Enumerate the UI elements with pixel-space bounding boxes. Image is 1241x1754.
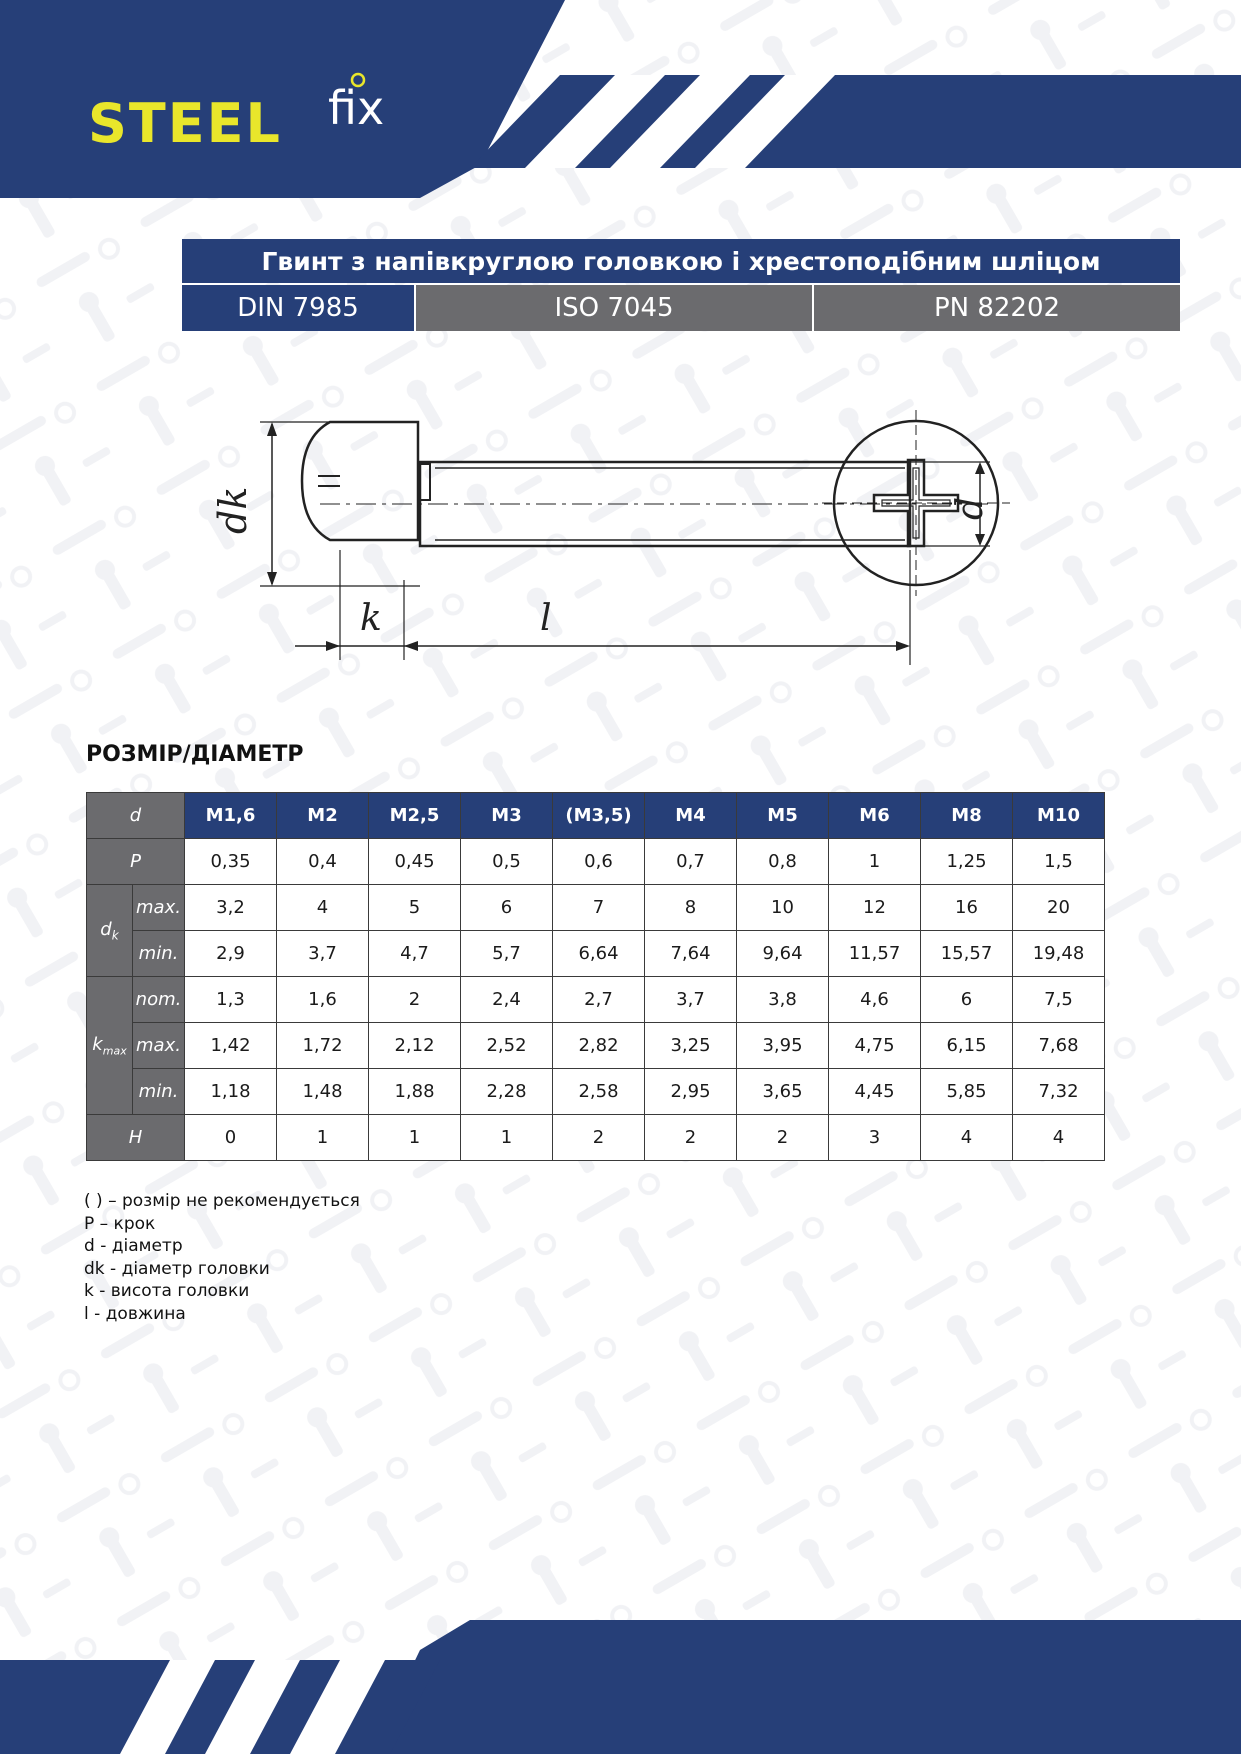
table-cell: 1,3	[185, 977, 277, 1023]
table-cell: 4,45	[829, 1069, 921, 1115]
table-cell: 6	[921, 977, 1013, 1023]
drawing-label-l: l	[540, 598, 552, 639]
legend-item: dk - діаметр головки	[84, 1258, 270, 1279]
row-label-dk	[87, 885, 133, 977]
table-cell: 1,25	[921, 839, 1013, 885]
table-cell: 4,6	[829, 977, 921, 1023]
table-cell: 2,9	[185, 931, 277, 977]
table-cell: 1	[829, 839, 921, 885]
size-header: M10	[1013, 793, 1105, 839]
table-row-k-max	[87, 1023, 1105, 1069]
logo-text-steel: STEEL	[88, 92, 282, 152]
table-row-pitch	[87, 839, 1105, 885]
row-label-d: d	[87, 793, 185, 839]
legend-item: d - діаметр	[84, 1236, 183, 1256]
table-cell: 2	[645, 1115, 737, 1161]
drawing-label-k: k	[360, 598, 382, 639]
table-cell: 9,64	[737, 931, 829, 977]
table-cell: 1,18	[185, 1069, 277, 1115]
table-cell: 2	[553, 1115, 645, 1161]
table-cell: 11,57	[829, 931, 921, 977]
table-cell: 1,6	[277, 977, 369, 1023]
standard-pn: PN 82202	[814, 285, 1180, 331]
dimensions-table	[86, 792, 1105, 1161]
table-cell: 15,57	[921, 931, 1013, 977]
table-cell: 3,7	[277, 931, 369, 977]
table-row-k-nom	[87, 977, 1105, 1023]
size-header: M8	[921, 793, 1013, 839]
table-cell: 0	[185, 1115, 277, 1161]
table-cell: 6,64	[553, 931, 645, 977]
size-header: (M3,5)	[553, 793, 645, 839]
table-cell: 1	[277, 1115, 369, 1161]
standard-iso: ISO 7045	[416, 285, 812, 331]
row-label-p: P	[87, 839, 185, 885]
table-cell: 3,7	[645, 977, 737, 1023]
table-cell: 1,72	[277, 1023, 369, 1069]
row-label-h: H	[87, 1115, 185, 1161]
table-cell: 6,15	[921, 1023, 1013, 1069]
legend	[84, 1190, 360, 1325]
table-cell: 2,52	[461, 1023, 553, 1069]
row-label-k-main: k	[92, 1033, 103, 1055]
row-label-dk-main: d	[100, 918, 112, 940]
table-cell: 1,42	[185, 1023, 277, 1069]
screw-technical-drawing	[210, 400, 1010, 680]
table-cell: 4,75	[829, 1023, 921, 1069]
table-cell: 0,5	[461, 839, 553, 885]
table-cell: 8	[645, 885, 737, 931]
table-cell: 1,88	[369, 1069, 461, 1115]
table-cell: 7,32	[1013, 1069, 1105, 1115]
size-header: M1,6	[185, 793, 277, 839]
steelfix-logo	[86, 72, 416, 152]
table-row-sizes	[87, 793, 1105, 839]
table-cell: 3,8	[737, 977, 829, 1023]
standard-din: DIN 7985	[182, 285, 414, 331]
table-cell: 0,35	[185, 839, 277, 885]
logo-text-fix: fix	[328, 81, 385, 135]
table-cell: 2,95	[645, 1069, 737, 1115]
size-header: M5	[737, 793, 829, 839]
legend-item: ( ) – розмір не рекомендується	[84, 1191, 360, 1211]
table-cell: 3,2	[185, 885, 277, 931]
table-cell: 4,7	[369, 931, 461, 977]
table-cell: 7,5	[1013, 977, 1105, 1023]
table-cell: 4	[1013, 1115, 1105, 1161]
size-header: M4	[645, 793, 737, 839]
table-cell: 0,7	[645, 839, 737, 885]
table-cell: 7	[553, 885, 645, 931]
table-cell: 20	[1013, 885, 1105, 931]
table-cell: 7,64	[645, 931, 737, 977]
legend-item: l - довжина	[84, 1303, 186, 1324]
table-cell: 2,4	[461, 977, 553, 1023]
table-cell: 2,7	[553, 977, 645, 1023]
table-cell: 1,5	[1013, 839, 1105, 885]
size-header: M2	[277, 793, 369, 839]
table-cell: 3,95	[737, 1023, 829, 1069]
table-row-h	[87, 1115, 1105, 1161]
size-header: M2,5	[369, 793, 461, 839]
table-cell: 7,68	[1013, 1023, 1105, 1069]
row-label-k-sub: max	[102, 1044, 127, 1058]
standards-bar	[182, 285, 1180, 331]
drawing-label-d: d	[950, 496, 991, 520]
size-header: M6	[829, 793, 921, 839]
table-cell: 1,48	[277, 1069, 369, 1115]
table-cell: 5,7	[461, 931, 553, 977]
table-cell: 3	[829, 1115, 921, 1161]
table-cell: 0,8	[737, 839, 829, 885]
sub-label-max: max.	[133, 885, 185, 931]
table-cell: 2,12	[369, 1023, 461, 1069]
sub-label-max: max.	[133, 1023, 185, 1069]
table-cell: 0,6	[553, 839, 645, 885]
row-label-dk-sub: k	[111, 928, 119, 943]
table-cell: 4	[921, 1115, 1013, 1161]
table-cell: 5,85	[921, 1069, 1013, 1115]
section-title: РОЗМІР/ДІАМЕТР	[86, 742, 304, 767]
table-cell: 2,28	[461, 1069, 553, 1115]
size-header: M3	[461, 793, 553, 839]
row-label-k	[87, 977, 133, 1115]
table-row-k-min	[87, 1069, 1105, 1115]
table-cell: 19,48	[1013, 931, 1105, 977]
table-row-dk-max	[87, 885, 1105, 931]
legend-item: k - висота головки	[84, 1281, 250, 1301]
table-cell: 5	[369, 885, 461, 931]
sub-label-min: min.	[133, 1069, 185, 1115]
table-cell: 10	[737, 885, 829, 931]
table-cell: 3,65	[737, 1069, 829, 1115]
table-cell: 0,45	[369, 839, 461, 885]
table-cell: 2,58	[553, 1069, 645, 1115]
table-cell: 4	[277, 885, 369, 931]
table-cell: 2,82	[553, 1023, 645, 1069]
page-title: Гвинт з напівкруглою головкою і хрестоподібним шліцом	[182, 239, 1180, 283]
table-cell: 6	[461, 885, 553, 931]
table-cell: 1	[369, 1115, 461, 1161]
table-cell: 1	[461, 1115, 553, 1161]
drawing-label-dk: dk	[211, 486, 255, 534]
footer-banner	[0, 1620, 1241, 1754]
table-cell: 3,25	[645, 1023, 737, 1069]
legend-item: P – крок	[84, 1213, 156, 1234]
sub-label-min: min.	[133, 931, 185, 977]
sub-label-nom: nom.	[133, 977, 185, 1023]
screw-head-shape	[302, 422, 418, 540]
table-cell: 12	[829, 885, 921, 931]
table-row-dk-min	[87, 931, 1105, 977]
table-cell: 16	[921, 885, 1013, 931]
table-cell: 0,4	[277, 839, 369, 885]
table-cell: 2	[369, 977, 461, 1023]
table-cell: 2	[737, 1115, 829, 1161]
